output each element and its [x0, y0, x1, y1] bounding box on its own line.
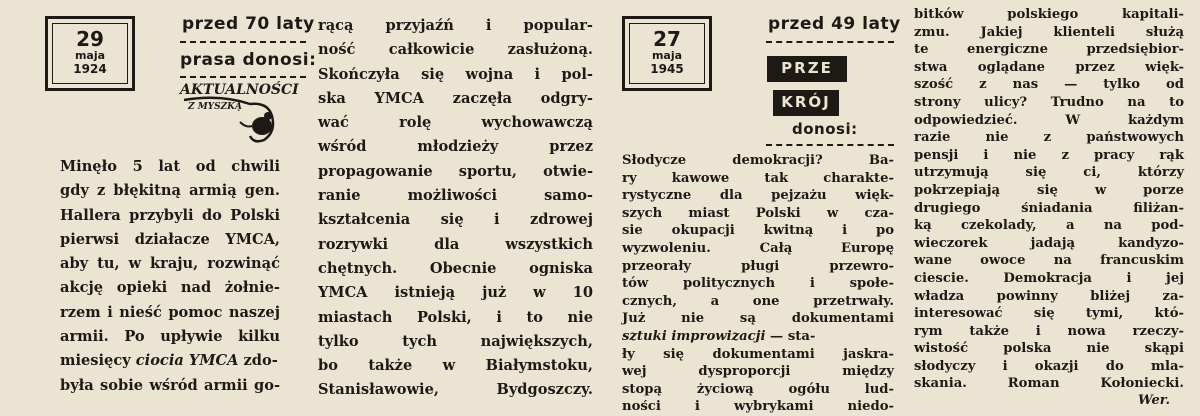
text-line: akcję opieki nad żołnie-	[60, 279, 280, 297]
header-source-left: prasa donosi:	[180, 50, 317, 70]
text-line: armii. Po upływie kilku	[60, 328, 280, 346]
date-box-inner	[629, 23, 705, 84]
text-run: — sta-	[765, 328, 816, 344]
text-line: tów politycznych i społe-	[622, 276, 894, 292]
text-run: zdo-	[238, 352, 278, 370]
header-since-right: przed 49 laty	[768, 14, 901, 34]
text-line: skania. Roman Kołoniecki.	[914, 376, 1184, 392]
text-line: bitków polskiego kapitali-	[914, 7, 1184, 22]
emphasis-text: sztuki improwizacji	[622, 328, 766, 344]
text-line: wyzwoleniu. Całą Europę	[622, 240, 894, 256]
header-rule	[180, 41, 306, 43]
text-line: była sobie wśród armii go-	[60, 376, 280, 394]
text-line: miastach Polski, i to nie	[318, 308, 593, 326]
text-line: słodyczy i okazji do mla-	[914, 358, 1184, 374]
emphasis-text: ciocia YMCA	[135, 352, 239, 370]
logo-text-line1: AKTUALNOŚCI	[180, 82, 299, 98]
przekroj-logo	[767, 56, 849, 122]
text-line: Stanisławowie, Bydgoszczy.	[318, 381, 593, 399]
text-line: cznych, a one przetrwały.	[622, 293, 894, 309]
text-line: gdy z błękitną armią gen.	[60, 182, 280, 200]
mouse-icon	[180, 82, 280, 144]
text-line: władza powinny bliżej za-	[914, 288, 1184, 304]
text-line: YMCA istnieją już w 10	[318, 284, 593, 302]
text-line: interesować się tymi, któ-	[914, 306, 1184, 322]
logo-text-line2: Z MYSZKĄ	[188, 102, 242, 112]
header-rule	[766, 144, 894, 146]
header-source-right: donosi:	[792, 120, 858, 138]
text-line: wej dysproporcji między	[622, 364, 894, 380]
text-line: stwa oglądane przez więk-	[914, 59, 1184, 75]
text-line: ką czekolady, a na pod-	[914, 218, 1184, 234]
text-line: bo także w Białymstoku,	[318, 357, 593, 375]
text-line: Słodycze demokracji? Ba-	[622, 153, 894, 168]
signature: Wer.	[1138, 393, 1170, 408]
logo-block-bottom: KRÓJ	[773, 90, 839, 116]
date-box-inner	[52, 23, 128, 84]
text-line: ły się dokumentami jaskra-	[622, 346, 894, 362]
text-line: ność całkowicie zasłużoną.	[318, 41, 593, 59]
text-run: miesięcy	[60, 352, 136, 370]
text-line	[622, 328, 894, 346]
text-line: wśród młodzieży przez	[318, 138, 593, 156]
aktualnosci-logo	[180, 82, 299, 144]
text-line: chętnych. Obecnie ogniska	[318, 259, 593, 277]
text-line: ności i wybrykami niedo-	[622, 399, 894, 415]
header-rule	[766, 41, 894, 43]
date-box-left	[45, 16, 135, 91]
text-line: rącą przyjaźń i popular-	[318, 17, 593, 34]
article-left-column-1	[60, 155, 280, 398]
text-line: szych miast Polski w cza-	[622, 205, 894, 221]
date-box-right	[622, 16, 712, 91]
text-line: rozrywki dla wszystkich	[318, 235, 593, 253]
text-line: tylko tych największych,	[318, 332, 593, 350]
text-line: rystyczne dla pejzażu więk-	[622, 188, 894, 204]
text-line: szość z nas — tylko od	[914, 77, 1184, 93]
text-line: Skończyła się wojna i pol-	[318, 65, 593, 83]
header-rule	[180, 76, 306, 78]
logo-block-top: PRZE	[767, 56, 847, 82]
text-line: Minęło 5 lat od chwili	[60, 158, 280, 175]
text-line: rzem i nieść pomoc naszej	[60, 303, 280, 321]
text-line	[60, 349, 280, 373]
text-line: zmu. Jakiej klienteli służą	[914, 24, 1184, 40]
text-line: utrzymują się ci, którzy	[914, 165, 1184, 181]
article-right-column-1	[622, 152, 894, 416]
text-line: ska YMCA zaczęła odgry-	[318, 89, 593, 107]
text-line: razie nie z państwowych	[914, 130, 1184, 146]
text-line: rym także i nowa rzeczy-	[914, 323, 1184, 339]
article-right-column-2	[914, 6, 1184, 393]
date-day: 29	[76, 27, 104, 51]
text-line: wać rolę wychowawczą	[318, 114, 593, 132]
text-line: propagowanie sportu, otwie-	[318, 162, 593, 180]
text-line: Hallera przybyli do Polski	[60, 206, 280, 224]
text-line: drugiego śniadania filiżan-	[914, 200, 1184, 216]
text-line: sie okupacji kwitną i po	[622, 223, 894, 239]
text-line: odpowiedzieć. W każdym	[914, 112, 1184, 128]
text-line: te energiczne przedsiębior-	[914, 42, 1184, 58]
text-line: ciescie. Demokracja i jej	[914, 270, 1184, 286]
header-since-left: przed 70 laty	[182, 14, 315, 34]
text-line: pensji i nie z pracy rąk	[914, 147, 1184, 163]
text-line: wane owoce na francuskim	[914, 253, 1184, 269]
text-line: pokrzepiają się w porze	[914, 182, 1184, 198]
date-year: 1924	[73, 62, 107, 76]
text-line: aby tu, w kraju, rozwinąć	[60, 255, 280, 273]
text-line: ry kawowe tak charakte-	[622, 170, 894, 186]
date-year: 1945	[650, 62, 684, 76]
text-line: strony ulicy? Trudno na to	[914, 94, 1184, 110]
date-month: maja	[74, 49, 106, 62]
text-line: stopą życiową ogółu lud-	[622, 381, 894, 397]
text-line: kształcenia się i zdrowej	[318, 211, 593, 229]
text-line: pierwsi działacze YMCA,	[60, 230, 280, 248]
text-line: wieczorek jadają kandyzo-	[914, 235, 1184, 251]
text-line: przeorały pługi przewro-	[622, 258, 894, 274]
date-month: maja	[651, 49, 683, 62]
text-line: Już nie są dokumentami	[622, 311, 894, 327]
text-line: wistość polska nie skąpi	[914, 341, 1184, 357]
date-day: 27	[653, 27, 681, 51]
text-line: ranie możliwości samo-	[318, 187, 593, 205]
article-left-column-2	[318, 14, 593, 403]
